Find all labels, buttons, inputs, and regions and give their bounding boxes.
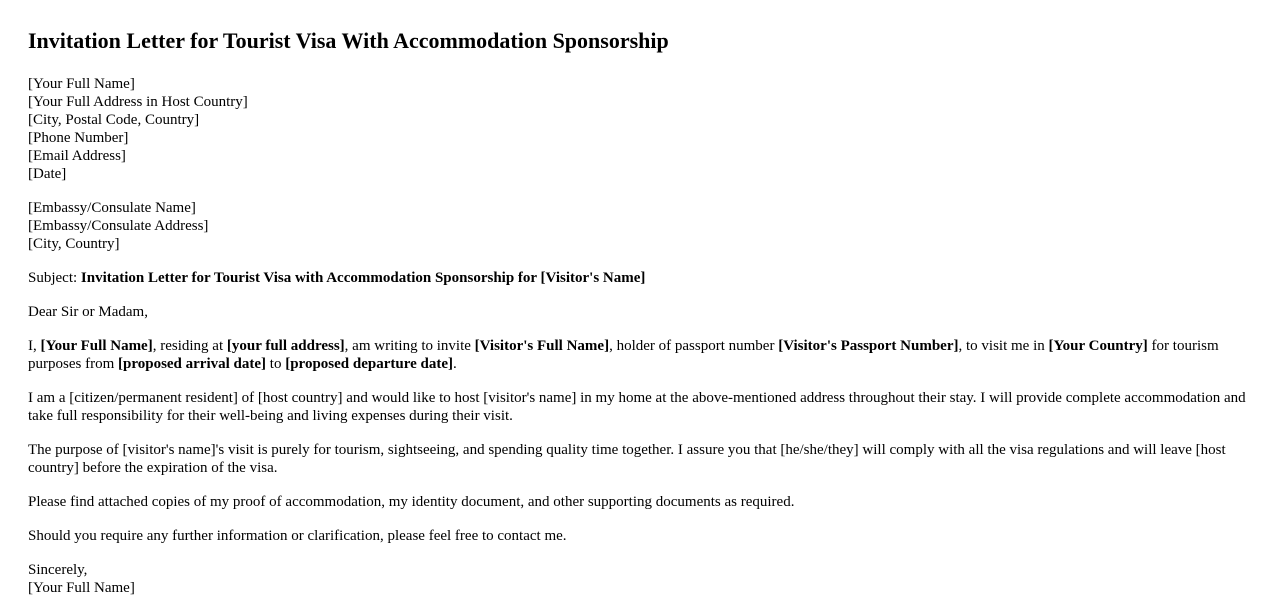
paragraph-accommodation: I am a [citizen/permanent resident] of [host country] and would like to host [visitor's name] in my home at the above-mentioned address throughout their stay. I will provide complete accommodation and take full responsibility for their well-being and living expenses during their visit. <box>28 390 1246 424</box>
recipient-block <box>28 199 1250 253</box>
visitor-name-field: [Visitor's Full Name] <box>474 338 610 354</box>
text-run: to <box>266 356 286 372</box>
sender-city: [City, Postal Code, Country] <box>28 112 200 128</box>
sender-phone: [Phone Number] <box>28 130 129 146</box>
text-run: . <box>453 356 457 372</box>
text-run: , holder of passport number <box>609 338 779 354</box>
recipient-address: [Embassy/Consulate Address] <box>28 218 209 234</box>
arrival-date-field: [proposed arrival date] <box>118 356 267 372</box>
text-run: I, <box>28 338 41 354</box>
passport-number-field: [Visitor's Passport Number] <box>778 338 959 354</box>
subject-text: Invitation Letter for Tourist Visa with Accommodation Sponsorship for [Visitor's Name] <box>80 270 646 286</box>
paragraph-invitation <box>28 337 1250 373</box>
country-field: [Your Country] <box>1048 338 1148 354</box>
departure-date-field: [proposed departure date] <box>285 356 453 372</box>
host-address-field: [your full address] <box>226 338 345 354</box>
sender-block <box>28 75 1250 183</box>
paragraph-purpose: The purpose of [visitor's name]'s visit is purely for tourism, sightseeing, and spending quality time together. I assure you that [he/she/they] will comply with all the visa regulations and will leave [host country] before the expiration of the visa. <box>28 442 1226 476</box>
sign-off: Sincerely, <box>28 562 88 578</box>
text-run: , residing at <box>152 338 227 354</box>
letter-document <box>28 28 1250 613</box>
host-name-field: [Your Full Name] <box>40 338 153 354</box>
text-run: for tourism purposes from <box>28 338 1219 372</box>
text-run: , am writing to invite <box>344 338 475 354</box>
paragraph-attachments: Please find attached copies of my proof of accommodation, my identity document, and other supporting documents as required. <box>28 494 795 510</box>
subject-line <box>28 269 1250 287</box>
paragraph-contact: Should you require any further information or clarification, please feel free to contact me. <box>28 528 567 544</box>
letter-date: [Date] <box>28 166 67 182</box>
salutation: Dear Sir or Madam, <box>28 304 148 320</box>
sender-name: [Your Full Name] <box>28 76 135 92</box>
page-title: Invitation Letter for Tourist Visa With Accommodation Sponsorship <box>28 28 669 53</box>
closing-block <box>28 561 1250 597</box>
signer-name: [Your Full Name] <box>28 580 135 596</box>
recipient-city: [City, Country] <box>28 236 120 252</box>
subject-label: Subject: <box>28 270 81 286</box>
sender-address: [Your Full Address in Host Country] <box>28 94 248 110</box>
recipient-name: [Embassy/Consulate Name] <box>28 200 196 216</box>
sender-email: [Email Address] <box>28 148 126 164</box>
text-run: , to visit me in <box>958 338 1049 354</box>
